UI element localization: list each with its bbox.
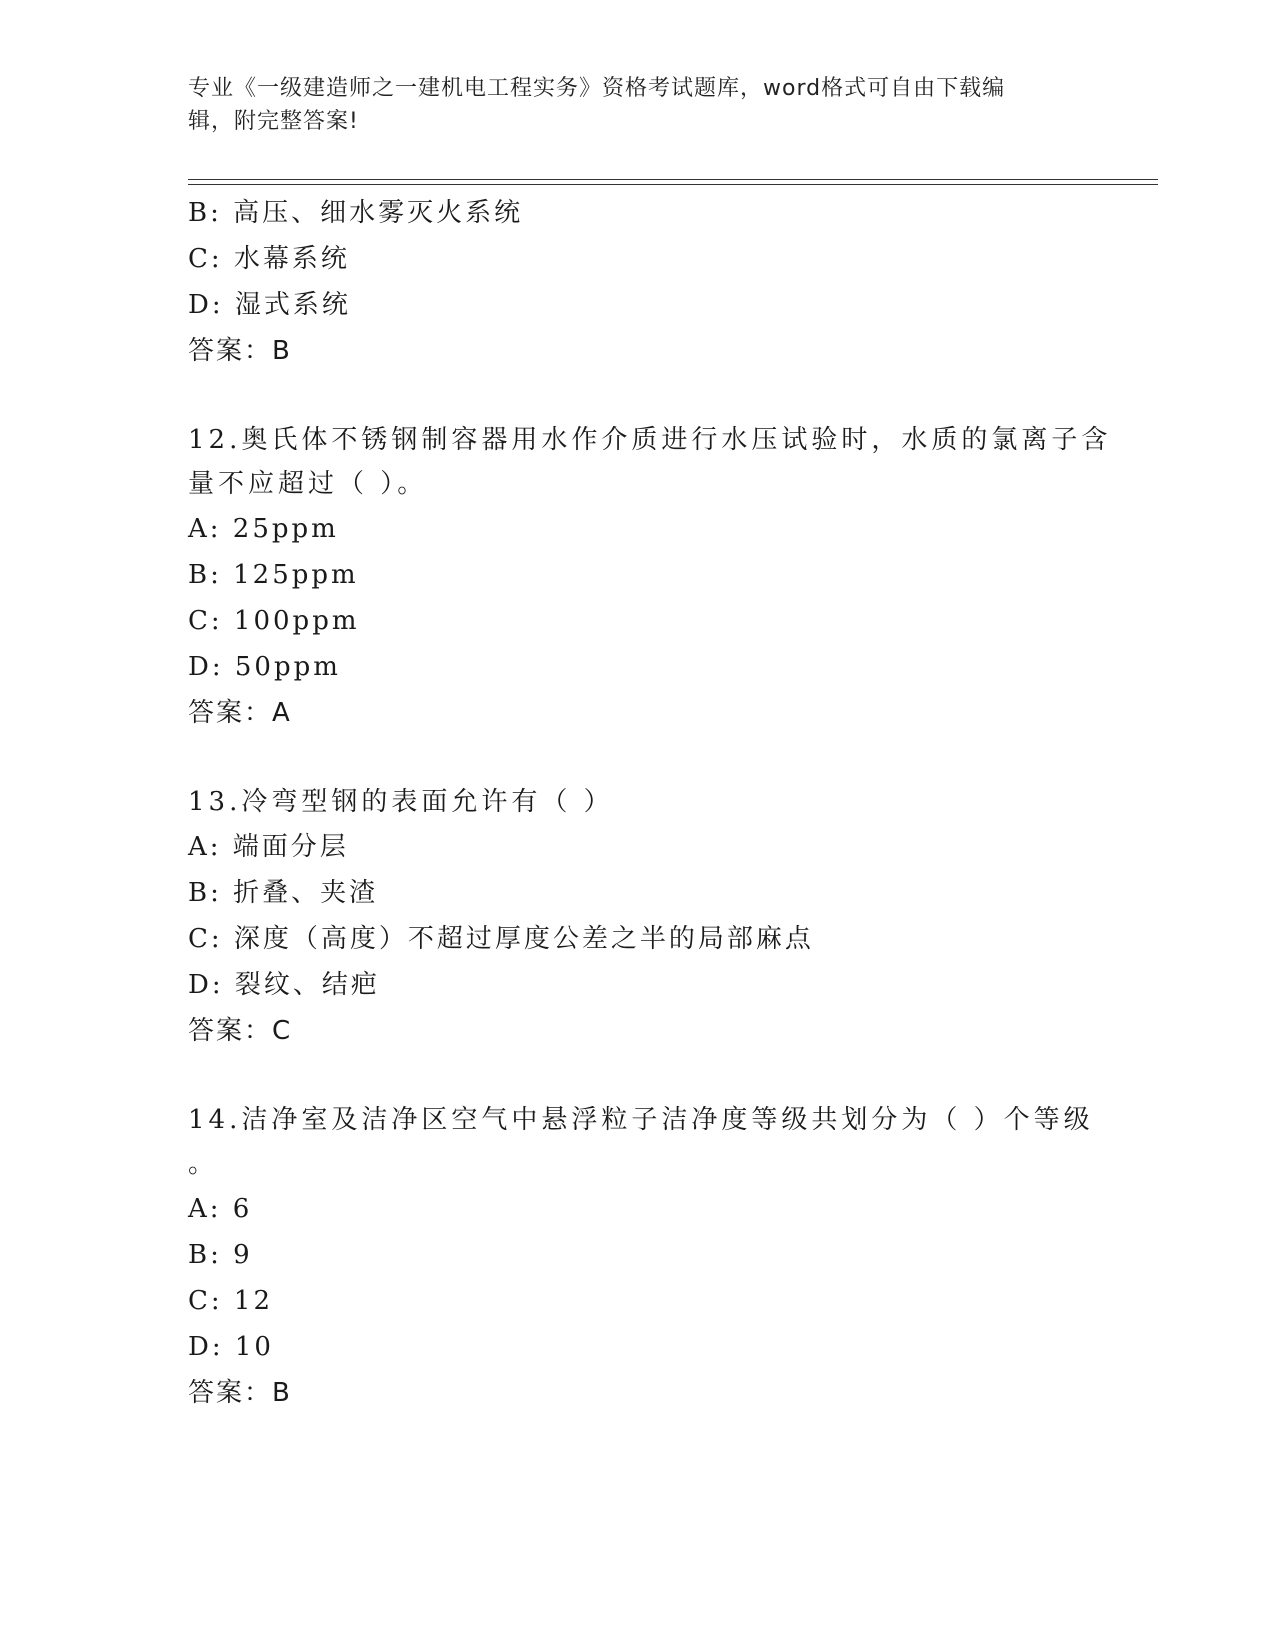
question-12 — [188, 418, 1112, 736]
option-d: D: 50ppm — [188, 652, 341, 682]
option-b: B: 折叠、夹渣 — [188, 878, 379, 908]
question-13 — [188, 780, 1088, 1054]
answer: 答案：A — [188, 698, 292, 728]
question-11-continued — [188, 190, 1088, 374]
question-stem-line: 12.奥氏体不锈钢制容器用水作介质进行水压试验时，水质的氯离子含 — [188, 425, 1112, 455]
question-stem — [188, 780, 1088, 824]
option-b: B: 9 — [188, 1240, 253, 1270]
question-stem-line: 量不应超过（ ）。 — [188, 469, 428, 499]
question-stem — [188, 1098, 1094, 1186]
option-a: A: 端面分层 — [188, 832, 349, 862]
question-stem-line: 。 — [188, 1149, 219, 1179]
option-c: C: 100ppm — [188, 606, 360, 636]
option-c: C: 12 — [188, 1286, 274, 1316]
header-line-2: 辑，附完整答案! — [188, 109, 359, 134]
document-header — [188, 72, 1068, 138]
question-14 — [188, 1098, 1094, 1416]
option-b: B: 高压、细水雾灭火系统 — [188, 198, 524, 228]
option-d: D: 湿式系统 — [188, 290, 351, 320]
answer: 答案：C — [188, 1016, 293, 1046]
option-d: D: 10 — [188, 1332, 274, 1362]
header-divider-top — [188, 179, 1158, 180]
answer: 答案：B — [188, 336, 292, 366]
question-stem-line: 13.冷弯型钢的表面允许有（ ） — [188, 787, 614, 817]
answer: 答案：B — [188, 1378, 292, 1408]
option-a: A: 25ppm — [188, 514, 339, 544]
question-stem — [188, 418, 1112, 506]
question-stem-line: 14.洁净室及洁净区空气中悬浮粒子洁净度等级共划分为（ ）个等级 — [188, 1105, 1094, 1135]
header-divider-bottom — [188, 184, 1158, 185]
header-line-1: 专业《一级建造师之一建机电工程实务》资格考试题库，word格式可自由下载编 — [188, 76, 1006, 101]
option-c: C: 深度（高度）不超过厚度公差之半的局部麻点 — [188, 924, 814, 954]
option-a: A: 6 — [188, 1194, 253, 1224]
question-list — [188, 190, 1112, 1416]
option-d: D: 裂纹、结疤 — [188, 970, 380, 1000]
option-c: C: 水幕系统 — [188, 244, 350, 274]
option-b: B: 125ppm — [188, 560, 359, 590]
